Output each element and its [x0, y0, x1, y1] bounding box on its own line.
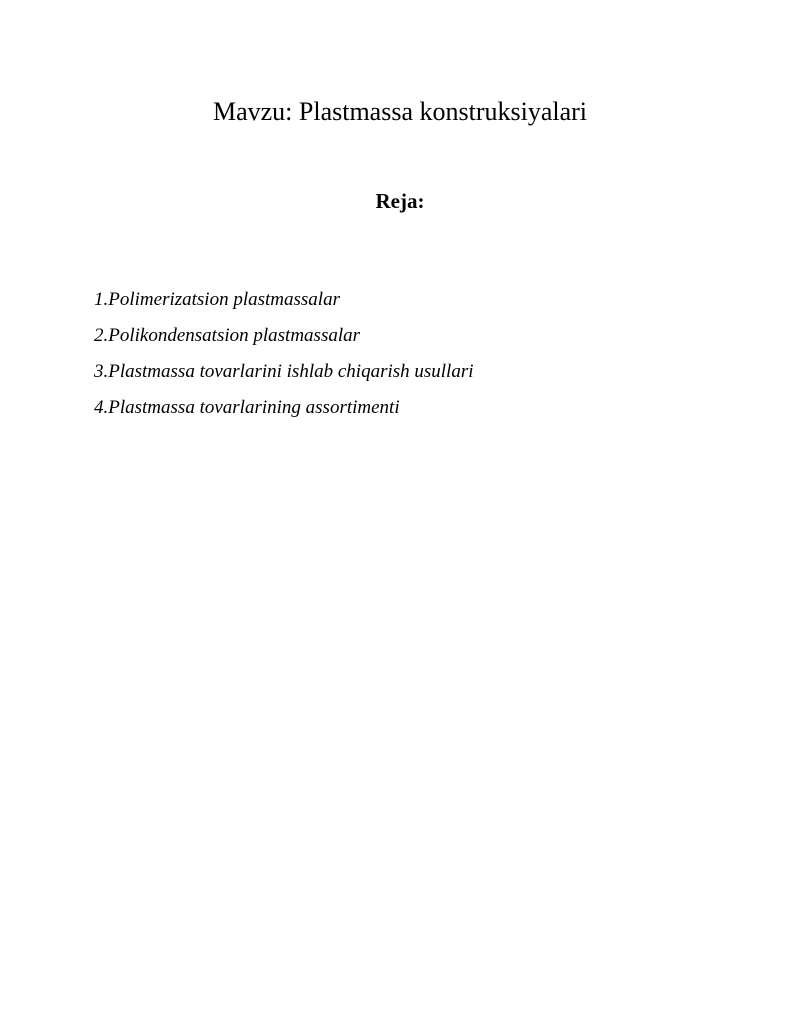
plan-item: 1.Polimerizatsion plastmassalar	[94, 289, 340, 310]
plan-heading: Reja:	[375, 189, 425, 213]
plan-item: 4.Plastmassa tovarlarining assortimenti	[94, 397, 400, 418]
plan-item: 3.Plastmassa tovarlarini ishlab chiqarish usullari	[94, 361, 474, 382]
document-title: Mavzu: Plastmassa konstruksiyalari	[212, 97, 588, 126]
plan-list	[94, 282, 474, 426]
plan-item: 2.Polikondensatsion plastmassalar	[94, 325, 361, 346]
